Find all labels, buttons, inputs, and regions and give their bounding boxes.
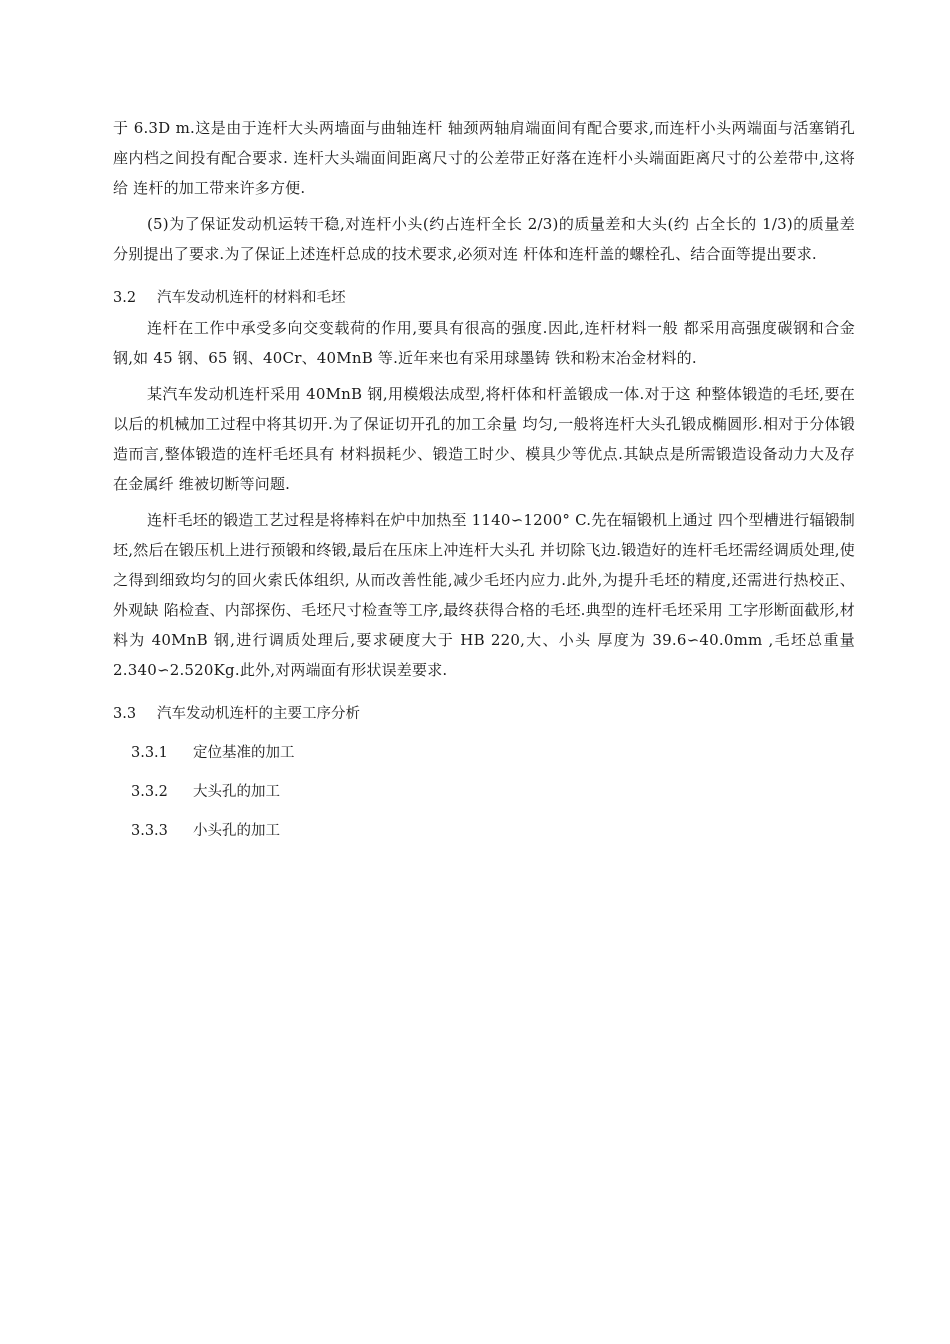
subsection-heading-3-3-3 (113, 816, 855, 846)
section-heading-3-2 (113, 283, 855, 313)
subsection-number: 3.3.3 (131, 823, 168, 839)
section-number: 3.2 (113, 290, 137, 306)
section-number: 3.3 (113, 706, 137, 722)
subsection-title: 小头孔的加工 (193, 823, 280, 839)
paragraph-forging-method: 某汽车发动机连杆采用 40MnB 钢,用模煅法成型,将杆体和杆盖锻成一体.对于这 种整体锻造的毛坯,要在以后的机械加工过程中将其切开.为了保证切开孔的加工余量 均匀,一般将连杆大头孔锻成椭圆形.相对于分体锻造而言,整体锻造的连杆毛坯具有 材料损耗少、锻造工时少、模具少等优点.其缺点是所需锻造设备动力大及存在金属纤 维被切断等问题. (113, 385, 855, 493)
document-page (113, 113, 855, 846)
paragraph-materials: 连杆在工作中承受多向交变载荷的作用,要具有很高的强度.因此,连杆材料一般 都采用高强度碳钢和合金钢,如 45 钢、65 钢、40Cr、40MnB 等.近年来也有采用球墨铸 铁和粉末冶金材料的. (113, 319, 855, 367)
paragraph-mass-difference: (5)为了保证发动机运转干稳,对连杆小头(约占连杆全长 2/3)的质量差和大头(约 占全长的 1/3)的质量差分别提出了要求.为了保证上述连杆总成的技术要求,必须对连 杆体和连杆盖的螺栓孔、结合面等提出要求. (113, 215, 855, 263)
paragraph-tolerance: 于 6.3D m.这是由于连杆大头两墙面与曲轴连杆 轴颈两轴肩端面间有配合要求,而连杆小头两端面与活塞销孔座内档之间投有配合要求. 连杆大头端面间距离尺寸的公差带正好落在连杆小头端面距离尺寸的公差带中,这将给 连杆的加工带来许多方便. (113, 119, 855, 197)
section-title: 汽车发动机连杆的主要工序分析 (157, 706, 360, 722)
subsection-title: 大头孔的加工 (193, 784, 280, 800)
subsection-heading-3-3-2 (113, 777, 855, 807)
subsection-heading-3-3-1 (113, 738, 855, 768)
section-heading-3-3 (113, 699, 855, 729)
section-title: 汽车发动机连杆的材料和毛坯 (157, 290, 346, 306)
subsection-number: 3.3.2 (131, 784, 168, 800)
subsection-number: 3.3.1 (131, 745, 168, 761)
subsection-title: 定位基准的加工 (193, 745, 295, 761)
paragraph-forging-process: 连杆毛坯的锻造工艺过程是将棒料在炉中加热至 1140∽1200° C.先在辐锻机上通过 四个型槽进行辐锻制坯,然后在锻压机上进行预锻和终锻,最后在压床上冲连杆大头孔 并切除飞边.锻造好的连杆毛坯需经调质处理,使之得到细致均匀的回火索氏体组织, 从而改善性能,减少毛坯内应力.此外,为提升毛坯的精度,还需进行热校正、外观缺 陷检查、内部探伤、毛坯尺寸检查等工序,最终获得合格的毛坯.典型的连杆毛坯采用 工字形断面截形,材料为 40MnB 钢,进行调质处理后,要求硬度大于 HB 220,大、小头 厚度为 39.6∽40.0mm ,毛坯总重量 2.340∽2.520Kg.此外,对两端面有形状误差要求. (113, 511, 855, 679)
